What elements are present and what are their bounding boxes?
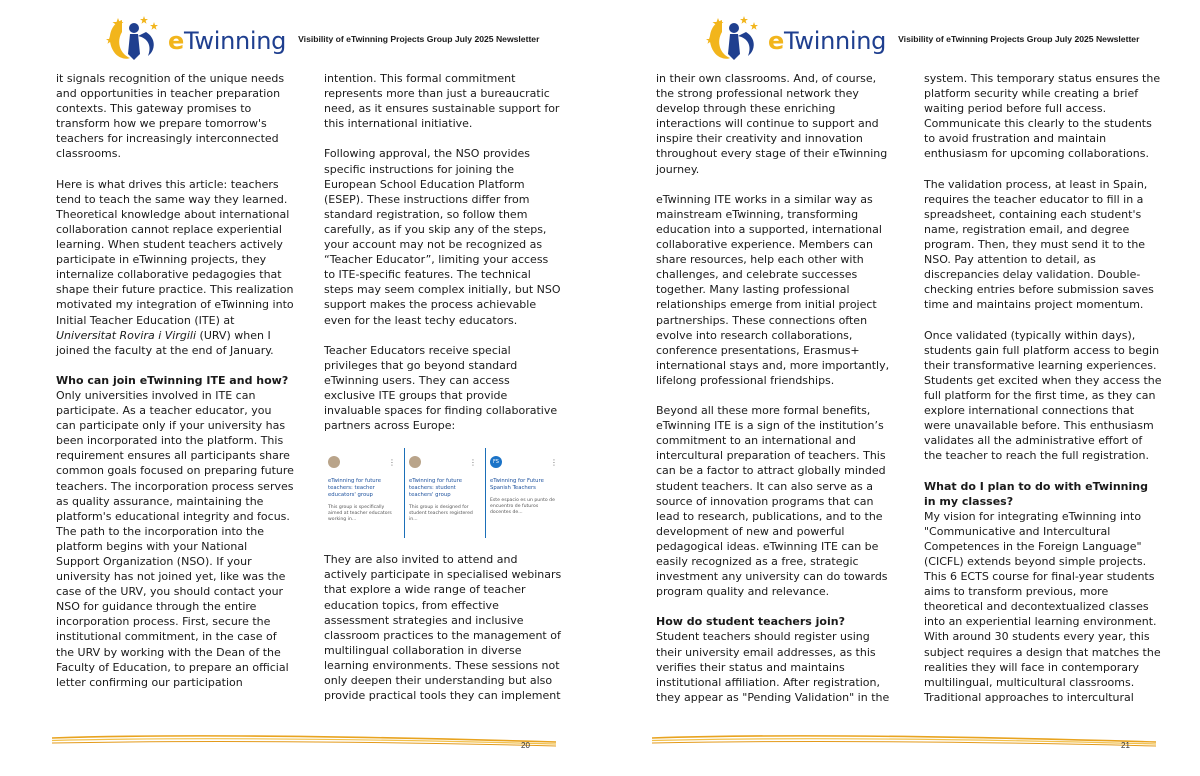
group-card[interactable] xyxy=(324,448,400,538)
left-column-1 xyxy=(56,71,294,690)
group-description: This group is specifically aimed at teacher educators working in... xyxy=(328,505,392,523)
paragraph: Here is what drives this article: teachers tend to teach the same way they learned. Theoretical knowledge about international collaboration cannot replace experiential learning. When student teachers actively participate in eTwinning projects, they internalize collaborative pedagogies that shape their future practice. This realization motivated my integration of eTwinning into Initial Teacher Education (ITE) at Universitat Rovira i Virgili (URV) when I joined the faculty at the end of January. xyxy=(56,177,294,357)
page-footer xyxy=(52,732,556,752)
avatar: FS xyxy=(490,456,502,468)
footer-swoosh-icon xyxy=(652,732,1156,752)
paragraph: Once validated (typically within days), students gain full platform access to begin their transformative learning experiences. Students get excited when they access the full platform for the first time, as they can explore international connections that were unavailable before. This enthusiasm validates all the administrative effort of the teacher to reach the full registration. xyxy=(924,328,1162,463)
right-column-2 xyxy=(924,71,1162,705)
footer-swoosh-icon xyxy=(52,732,556,752)
paragraph: Only universities involved in ITE can participate. As a teacher educator, you can participate only if your university has been incorporated into the platform. This requirement ensures all participants share common goals focused on preparing future teachers. The incorporation process serves as quality assurance, maintaining the platform's educational integrity and focus. The path to the incorporation into the platform begins with your National Support Organization (NSO). If your university has not joined yet, like was the case of the URV, you should contact your NSO for guidance through the entire incorporation process. First, secure the institutional commitment, in the case of the URV by working with the Dean of the Faculty of Education, to prepare an official letter confirming our participation xyxy=(56,388,294,689)
paragraph: Following approval, the NSO provides specific instructions for joining the European School Education Platform (ESEP). These instructions differ from standard registration, so follow them carefully, as if you skip any of the steps, your account may not be recognized as “Teacher Educator”, limiting your access to ITE-specific features. The technical steps may seem complex initially, but NSO support makes the process achievable even for the least techy educators. xyxy=(324,147,561,327)
paragraph: My vision for integrating eTwinning into "Communicative and Intercultural Competences in the Foreign Language" (CICFL) extends beyond simple projects. This 6 ECTS course for final-year students aims to transform previous, more theoretical and decontextualized classes into an experiential learning environment. With around 30 students every year, this subject requires a design that matches the realities they will face in contemporary multilingual, multicultural classrooms. Traditional approaches to intercultural xyxy=(924,509,1161,704)
paragraph: They are also invited to attend and actively participate in specialised webinars that explore a wide range of teacher education topics, from effective assessment strategies and inclusive classroom practices to the management of multilingual collaboration in diverse learning environments. These sessions not only deepen their understanding but also provide practical tools they can implement xyxy=(324,553,562,703)
more-options-icon[interactable]: ⋮ xyxy=(469,457,477,467)
avatar xyxy=(409,456,421,468)
paragraph: it signals recognition of the unique needs and opportunities in teacher preparation contexts. This gateway promises to transform how we prepare tomorrow's teachers for increasingly interconnected classrooms. xyxy=(56,72,285,161)
paragraph: The validation process, at least in Spain, requires the teacher educator to fill in a spreadsheet, containing each student's name, registration email, and degree program. Then, they must send it to the NSO. Pay attention to detail, as discrepancies delay validation. Double-checking entries before submission saves time and maintains project momentum. xyxy=(924,177,1154,312)
more-options-icon[interactable]: ⋮ xyxy=(550,457,558,467)
page-number: 20 xyxy=(521,741,530,750)
section-heading: Who can join eTwinning ITE and how? xyxy=(56,373,289,387)
page-header xyxy=(704,14,1139,64)
paragraph: eTwinning ITE works in a similar way as mainstream eTwinning, transforming education into a supported, international collaborative experience. Members can share resources, help each other with challenges, and celebrate successes together. Many lasting professional relationships emerge from initial project partnerships. These connections often evolve into research collaborations, conference presentations, Erasmus+ international stays and, more importantly, lifelong professional friendships. xyxy=(656,192,890,387)
paragraph: intention. This formal commitment represents more than just a bureaucratic need, as it ensures sustainable support for this international initiative. xyxy=(324,72,560,131)
group-description: Este espacio es un punto de encuentro de futuros docentes de... xyxy=(490,498,555,516)
group-title[interactable]: eTwinning for future teachers: student teachers' group xyxy=(409,478,462,499)
etwinning-wordmark: eTwinning xyxy=(168,27,287,55)
page-footer xyxy=(652,732,1156,752)
right-column-1 xyxy=(656,71,892,705)
left-column-2 xyxy=(324,71,562,703)
avatar xyxy=(328,456,340,468)
more-options-icon[interactable]: ⋮ xyxy=(388,457,396,467)
etwinning-wordmark: eTwinning xyxy=(768,27,887,55)
paragraph: Beyond all these more formal benefits, eTwinning ITE is a sign of the institution’s commitment to an international and intercultural preparation of teachers. This can be a factor to attract globally minded student teachers. It can also serve as a source of innovation programs that can lead to research, publications, and to the development of new and powerful pedagogical ideas. eTwinning ITE can be easily recognized as a free, strategic investment any university can do towards program quality and relevance. xyxy=(656,404,888,599)
group-title[interactable]: eTwinning for future teachers: teacher educators' group xyxy=(328,478,381,499)
page-header xyxy=(104,14,539,64)
group-description: This group is designed for student teachers registered in... xyxy=(409,505,473,523)
newsletter-title: Visibility of eTwinning Projects Group July 2025 Newsletter xyxy=(898,34,1140,44)
paragraph: Teacher Educators receive special privileges that go beyond standard eTwinning users. They can access exclusive ITE groups that provide invaluable spaces for finding collaborative partners across Europe: xyxy=(324,343,558,433)
etwinning-logo xyxy=(104,14,286,64)
paragraph: in their own classrooms. And, of course, the strong professional network they develop through these enriching interactions will continue to support and inspire their creativity and innovation throughout every stage of their eTwinning journey. xyxy=(656,72,888,176)
group-title[interactable]: eTwinning for Future Spanish Teachers xyxy=(490,478,544,492)
etwinning-emblem-icon xyxy=(704,14,766,64)
paragraph: system. This temporary status ensures the platform security while creating a brief waiting period before full access. Communicate this clearly to the students to avoid frustration and maintain enthusiasm for upcoming collaborations. xyxy=(924,72,1161,161)
group-card[interactable] xyxy=(485,448,562,538)
etwinning-emblem-icon xyxy=(104,14,166,64)
ite-groups-screenshot xyxy=(324,448,562,538)
newsletter-title: Visibility of eTwinning Projects Group July 2025 Newsletter xyxy=(298,34,540,44)
section-heading: How do student teachers join? xyxy=(656,615,845,629)
group-card[interactable] xyxy=(404,448,481,538)
section-heading: What do I plan to do with eTwinning in my classes? xyxy=(924,479,1148,508)
paragraph: Student teachers should register using their university email addresses, as this verifies their status and maintains institutional affiliation. After registration, they appear as "Pending Validation" in the xyxy=(656,630,890,704)
etwinning-logo xyxy=(704,14,886,64)
page-number: 21 xyxy=(1121,741,1130,750)
page-right xyxy=(600,0,1200,776)
